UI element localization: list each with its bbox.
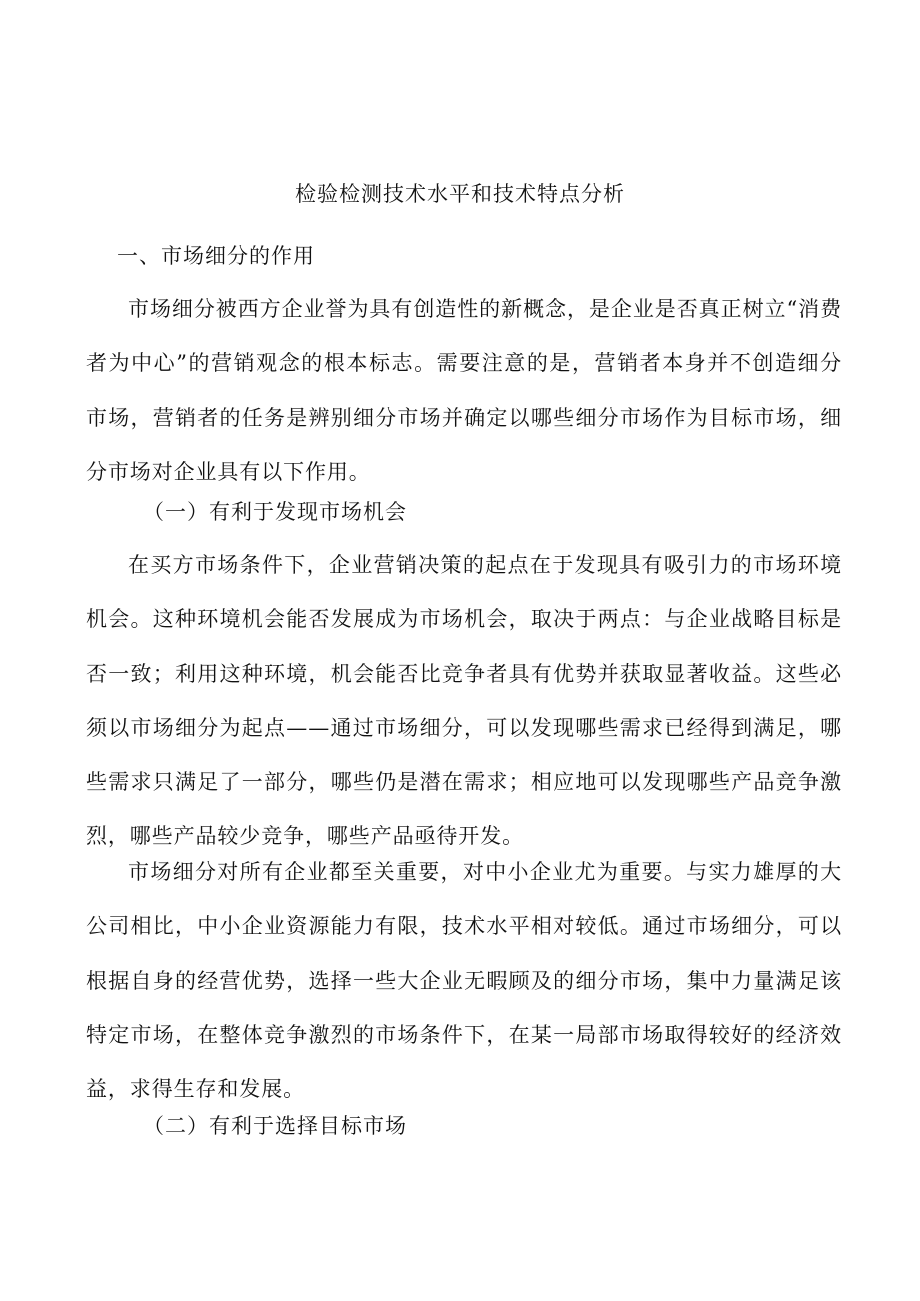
subsection-1-paragraph-2: 市场细分对所有企业都至关重要，对中小企业尤为重要。与实力雄厚的大公司相比，中小企业资源能力有限，技术水平相对较低。通过市场细分，可以根据自身的经营优势，选择一些大企业无暇顾及的细分市场，集中力量满足该特定市场，在整体竞争激烈的市场条件下，在某一局部市场取得较好的经济效益，求得生存和发展。 xyxy=(86,860,842,1102)
section-1-paragraph: 市场细分被西方企业誉为具有创造性的新概念，是企业是否真正树立“消费者为中心”的营销观念的根本标志。需要注意的是，营销者本身并不创造细分市场，营销者的任务是辨别细分市场并确定以哪些细分市场作为目标市场，细分市场对企业具有以下作用。 xyxy=(86,297,842,484)
section-heading-1: 一、市场细分的作用 xyxy=(117,244,315,268)
subsection-heading-1: （一）有利于发现市场机会 xyxy=(143,500,407,524)
subsection-heading-2: （二）有利于选择目标市场 xyxy=(143,1114,407,1138)
document-title: 检验检测技术水平和技术特点分析 xyxy=(295,182,625,206)
subsection-1-paragraph-1: 在买方市场条件下，企业营销决策的起点在于发现具有吸引力的市场环境机会。这种环境机会能否发展成为市场机会，取决于两点：与企业战略目标是否一致；利用这种环境，机会能否比竞争者具有优势并获取显著收益。这些必须以市场细分为起点——通过市场细分，可以发现哪些需求已经得到满足，哪些需求只满足了一部分，哪些仍是潜在需求；相应地可以发现哪些产品竞争激烈，哪些产品较少竞争，哪些产品亟待开发。 xyxy=(86,553,842,849)
